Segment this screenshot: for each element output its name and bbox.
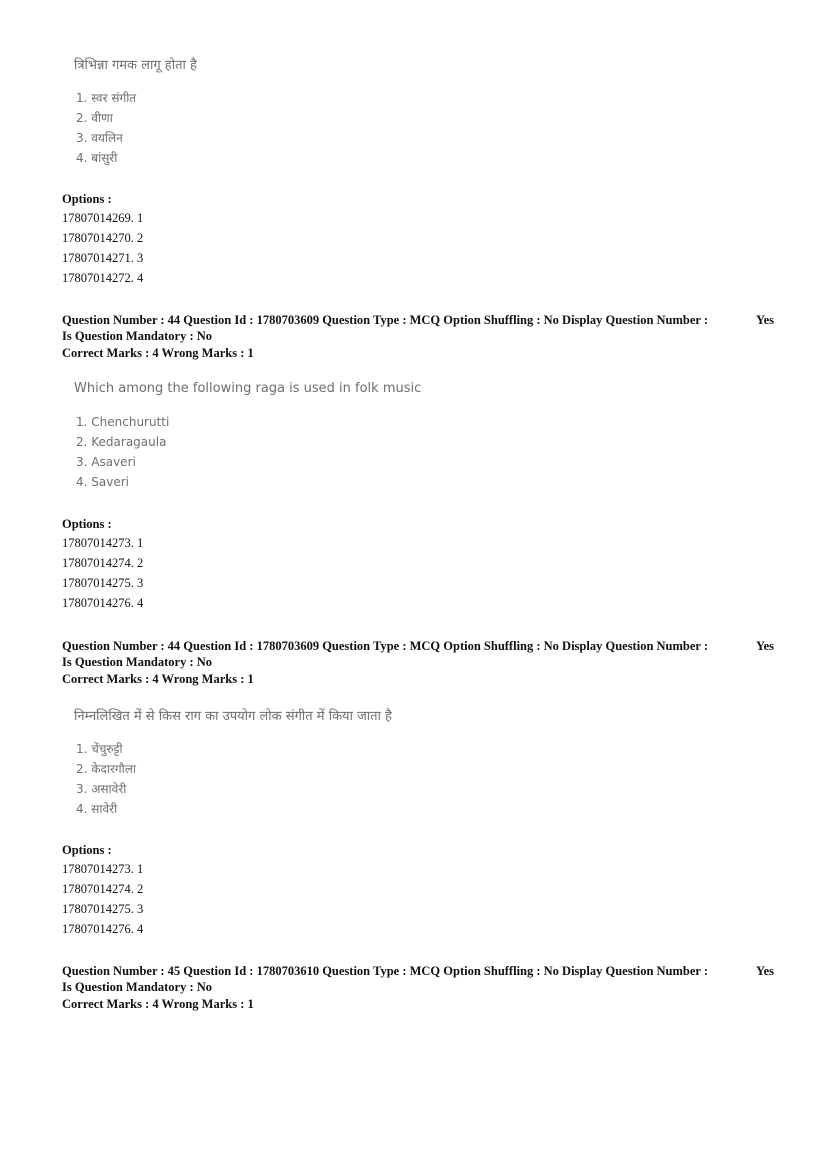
marks-line: Correct Marks : 4 Wrong Marks : 1	[62, 672, 254, 686]
question-option: 3. Asaveri	[76, 455, 136, 469]
option-id: 17807014276. 4	[62, 922, 144, 936]
question-option: 4. बांसुरी	[76, 151, 118, 165]
question-option: 4. Saveri	[76, 475, 129, 489]
option-id: 17807014272. 4	[62, 271, 144, 285]
question-stem: Which among the following raga is used in folk music	[74, 381, 422, 396]
question-option: 1. चेंचुरुट्टी	[76, 742, 123, 756]
question-stem: निम्नलिखित में से किस राग का उपयोग लोक संगीत में किया जाता है	[74, 709, 392, 724]
question-meta: Question Number : 44 Question Id : 1780703609 Question Type : MCQ Option Shuffling : No Display Question Number :	[62, 313, 709, 327]
option-id: 17807014276. 4	[62, 596, 144, 610]
option-id: 17807014271. 3	[62, 251, 144, 265]
question-meta-yes: Yes	[755, 313, 774, 327]
option-id: 17807014274. 2	[62, 882, 144, 896]
question-option: 1. स्वर संगीत	[76, 91, 137, 105]
option-id: 17807014274. 2	[62, 556, 144, 570]
question-option: 1. Chenchurutti	[76, 415, 170, 429]
question-option: 2. वीणा	[76, 111, 113, 125]
question-option: 3. असावेरी	[76, 782, 127, 796]
question-option: 3. वयलिन	[76, 131, 123, 145]
options-label: Options :	[62, 843, 112, 857]
mandatory-line: Is Question Mandatory : No	[62, 655, 213, 669]
option-id: 17807014275. 3	[62, 576, 144, 590]
question-header	[62, 964, 774, 1012]
question-meta: Question Number : 45 Question Id : 1780703610 Question Type : MCQ Option Shuffling : No Display Question Number :	[62, 964, 709, 978]
question-header	[62, 313, 774, 361]
option-id: 17807014273. 1	[62, 862, 144, 876]
question-meta: Question Number : 44 Question Id : 1780703609 Question Type : MCQ Option Shuffling : No Display Question Number :	[62, 639, 709, 653]
marks-line: Correct Marks : 4 Wrong Marks : 1	[62, 346, 254, 360]
question-stem: त्रिभिन्ना गमक लागू होता है	[74, 58, 197, 73]
marks-line: Correct Marks : 4 Wrong Marks : 1	[62, 997, 254, 1011]
options-label: Options :	[62, 192, 112, 206]
question-option: 2. Kedaragaula	[76, 435, 167, 449]
question-option: 2. केदारगौला	[76, 762, 136, 776]
question-meta-yes: Yes	[755, 964, 774, 978]
mandatory-line: Is Question Mandatory : No	[62, 329, 213, 343]
question-header	[62, 639, 774, 687]
option-id: 17807014275. 3	[62, 902, 144, 916]
option-id: 17807014273. 1	[62, 536, 144, 550]
question-option: 4. सावेरी	[76, 802, 118, 816]
options-label: Options :	[62, 517, 112, 531]
question-meta-yes: Yes	[755, 639, 774, 653]
option-id: 17807014270. 2	[62, 231, 144, 245]
mandatory-line: Is Question Mandatory : No	[62, 980, 213, 994]
option-id: 17807014269. 1	[62, 211, 144, 225]
